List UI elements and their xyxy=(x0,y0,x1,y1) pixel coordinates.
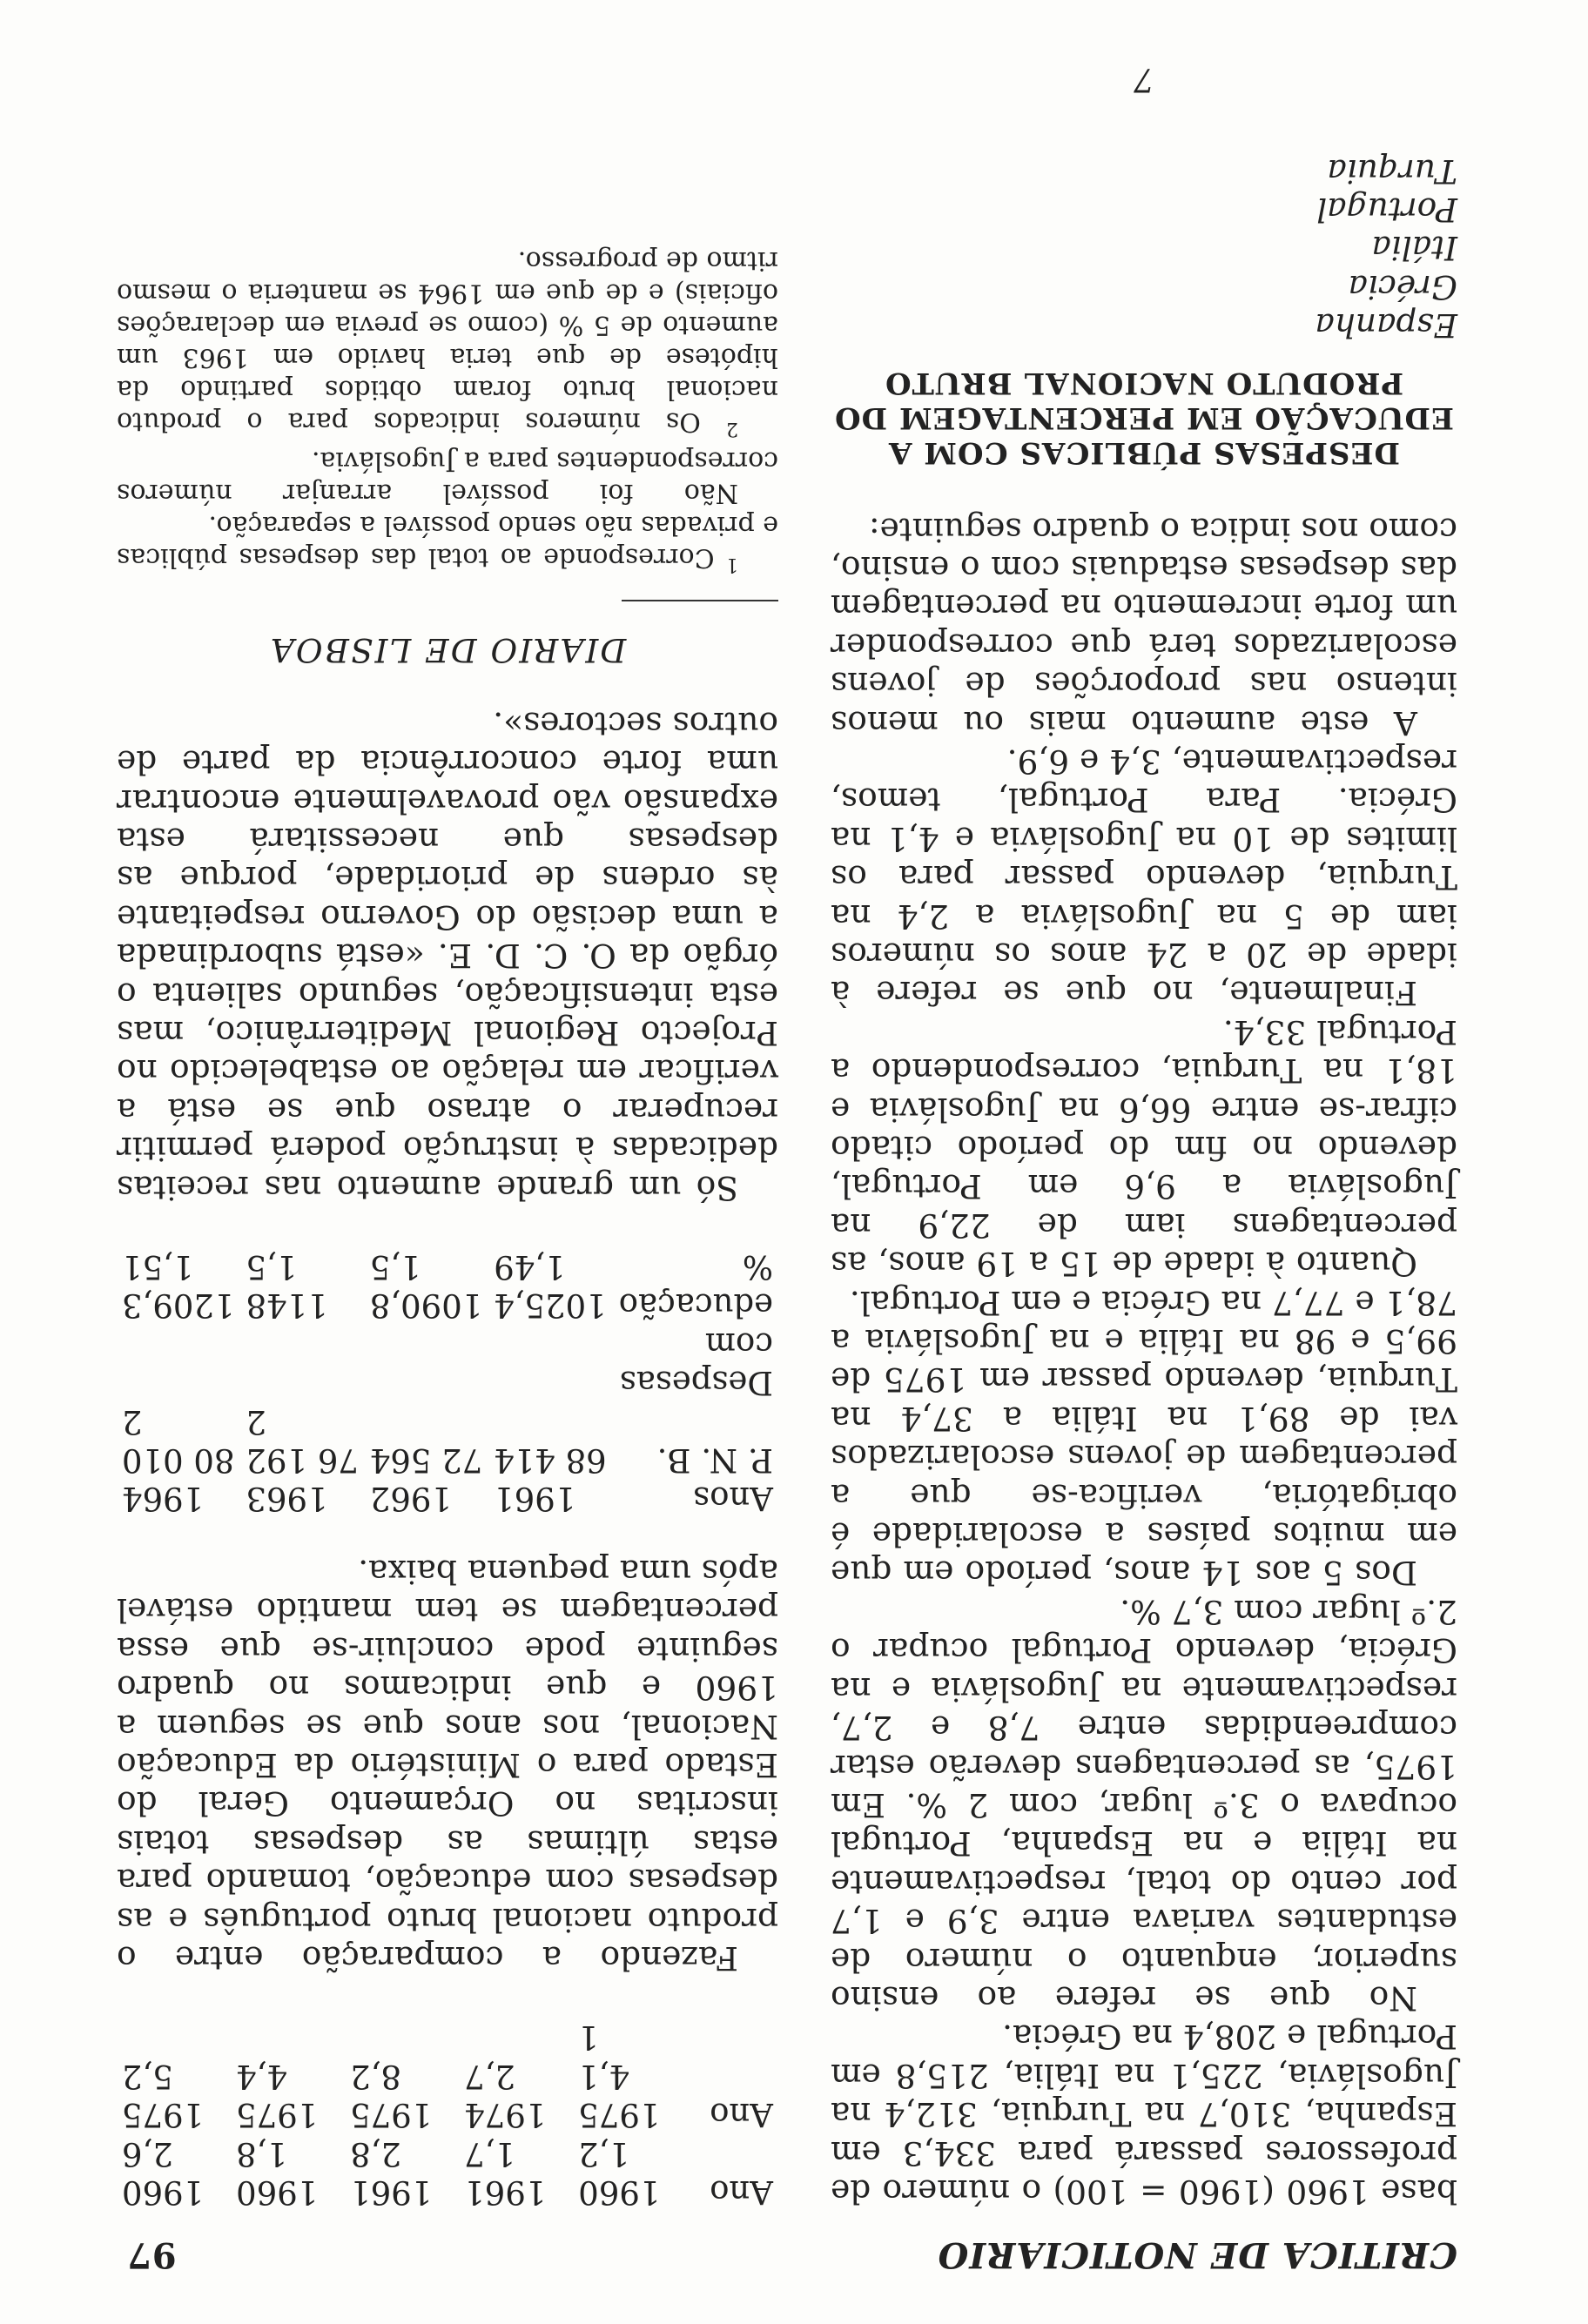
footnote-marker: 1 xyxy=(578,2018,599,2057)
footnote-marker: 1 xyxy=(726,553,738,575)
table-cell: 1961 xyxy=(494,1480,576,1518)
table-title: DESPESAS PÚBLICAS COM A EDUCAÇÃO EM PERCENTAGEM DO PRODUTO NACIONAL BRUTO xyxy=(834,366,1454,471)
table-cell: % xyxy=(742,1248,773,1286)
table-cell: 4,1 xyxy=(578,2057,630,2095)
table-cell: P. N. B. xyxy=(656,1441,773,1480)
footnote-marker: 2 xyxy=(122,1402,143,1441)
table-cell: 1960 xyxy=(578,2173,661,2211)
table-cell: 72 564 xyxy=(369,1441,483,1480)
table-cell: 68 414 xyxy=(494,1441,607,1480)
table-cell: 1,51 xyxy=(122,1248,194,1286)
table-cell: 2,6 xyxy=(122,2134,173,2173)
paragraph: Só um grande aumento nas receitas dedicadas à instrução poderá permitir recuperar o atraso que se está a verificar em relação ao estabelecido no Projecto Regional Mediterrânico, mas esta intensificação, segundo salienta o órgão da O. C. D. E. «está subordinada a uma decisão do Governo respeitante às ordens de prioridade, porque as despesas que necessitará esta expansão vão provavelmente encontrar uma forte concorrência da parte de outros sectores». xyxy=(117,704,778,1207)
table-cell: 80 010 xyxy=(122,1441,235,1480)
country-list xyxy=(831,151,1457,345)
table-row xyxy=(117,1363,778,1401)
table-row xyxy=(117,1479,778,1517)
table-cell: 1963 xyxy=(246,1480,328,1518)
table-row xyxy=(117,2095,778,2133)
right-column xyxy=(117,245,778,2211)
table-cell xyxy=(613,1401,778,1440)
footnote-text: Os números indicados para o produto nacional bruto foram obtidos partindo da hipótese de que teria havido em 1963 um aumento de 5 % (como se previa em declarações oficiais) e de que em 1964 se manteria o mesmo ritmo de progresso. xyxy=(117,245,778,437)
table-row xyxy=(117,1247,778,1286)
table-cell xyxy=(687,2018,778,2056)
table-cell: 1,2 xyxy=(578,2134,630,2173)
footnote: Não foi possível arranjar números correspondentes para a Jugoslávia. xyxy=(117,445,778,508)
table-cell: 1975 xyxy=(578,2096,661,2134)
table-cell xyxy=(117,1363,613,1401)
paragraph: Dos 5 aos 14 anos, período em que em muitos países a escolaridade é obrigatória, verifica-se que a percentagem de jovens escolarizados vai de 89,1 na Itália a 37,4 na Turquia, devendo passar em 1975 de 99,5 e 98 na Itália e na Jugoslávia a 78,1 e 77,7 na Grécia e em Portugal. xyxy=(831,1283,1457,1593)
table-cell: 1960 xyxy=(122,2173,205,2211)
table-cell: 1,5 xyxy=(246,1248,298,1286)
education-table xyxy=(117,2018,778,2211)
table-row xyxy=(117,1286,778,1324)
source-credit: DIARIO DE LISBOA xyxy=(268,631,627,670)
table-cell: com xyxy=(704,1325,773,1363)
table-cell: 1025,4 xyxy=(494,1286,607,1325)
footnote xyxy=(117,245,778,445)
footnote-marker xyxy=(488,1401,612,1440)
table-row xyxy=(117,1441,778,1479)
footnote-marker: 2 xyxy=(246,1402,266,1441)
table-row xyxy=(117,2056,778,2094)
table-cell: Ano xyxy=(710,2173,773,2211)
table-row xyxy=(117,1401,778,1440)
paragraph: Finalmente, no que se refere à idade de 20 a 24 anos os números iam de 5 na Jugoslávia a 2,4 na Turquia, devendo passar para os limites de 10 na Jugoslávia e 4,1 na Grécia. Para Portugal, temos, respectivamente, 3,4 e 6,9. xyxy=(831,742,1457,1013)
table-row xyxy=(117,1324,778,1362)
country-item: Grécia xyxy=(1348,267,1457,306)
table-cell: 1974 xyxy=(464,2096,547,2134)
table-cell: Anos xyxy=(693,1480,773,1518)
table-cell xyxy=(687,2056,778,2094)
table-cell: 1964 xyxy=(122,1480,205,1518)
table-cell xyxy=(687,2133,778,2172)
footnote-divider xyxy=(622,600,778,601)
country-item: Turquia xyxy=(1327,151,1457,191)
table-cell: 1148 xyxy=(246,1286,328,1325)
table-cell: 1975 xyxy=(350,2096,433,2134)
table-cell: 1962 xyxy=(369,1480,452,1518)
table-cell: 1,49 xyxy=(494,1248,566,1286)
page-number: 97 xyxy=(126,2234,177,2275)
table-cell: 1975 xyxy=(122,2096,205,2134)
country-item: Portugal xyxy=(1316,190,1457,229)
table-cell: 1090,8 xyxy=(369,1286,483,1325)
table-cell: 76 192 xyxy=(246,1441,359,1480)
table-row xyxy=(117,2018,778,2056)
footnote-marker xyxy=(365,1401,488,1440)
running-header: CRITICA DE NOTICIARIO xyxy=(937,2234,1457,2275)
table-cell: 1,7 xyxy=(464,2134,516,2173)
table-cell: educação xyxy=(618,1286,773,1325)
paragraph: base 1960 (1960 = 100) o número de professores passará para 334,3 em Espanha, 310,7 na Turquia, 312,4 na Jugoslávia, 225,1 na Itália, 215,8 em Portugal e 208,4 na Grécia. xyxy=(831,2018,1457,2211)
table-cell: 1961 xyxy=(350,2173,433,2211)
table-row xyxy=(117,2133,778,2172)
country-item: Itália xyxy=(1371,229,1457,268)
paragraph: No que se refere ao ensino superior, enquanto o número de estudantes variava entre 3,9 e 1,7 por cento do total, respectivamente na Itália e na Espanha, Portugal ocupava o 3.º lugar, com 2 %. Em 1975, as percentagens deverão estar compreendidas entre 7,8 e 2,7, respectivamente na Jugoslávia e na Grécia, devendo Portugal ocupar o 2.º lugar com 3,7 %. xyxy=(831,1592,1457,2018)
paragraph: A este aumento mais ou menos intenso nas proporções de jovens escolarizados terá que corresponder um forte incremento na percentagem das despesas estaduais com o ensino, como nos indica o quadro seguinte: xyxy=(831,510,1457,742)
pnb-table xyxy=(117,1247,778,1518)
footnote-text: Corresponde ao total das despesas públicas e privadas não sendo possível a separação. xyxy=(117,509,778,573)
table-row xyxy=(117,2173,778,2211)
table-cell: 1960 xyxy=(236,2173,319,2211)
footnote xyxy=(117,509,778,581)
table-cell: Despesas xyxy=(619,1364,773,1402)
table-cell xyxy=(117,1324,613,1362)
country-item: Espanha xyxy=(1315,306,1457,346)
table-cell: 1,5 xyxy=(369,1248,421,1286)
paragraph: Fazendo a comparação entre o produto nacional bruto português e as despesas com educação, tomando para estas últimas as despesas totais inscritas no Orçamento Geral do Estado para o Ministério da Educação Nacional, nos anos que se seguem a 1960 e que indicamos no quadro seguinte pode concluir-se que essa percentagem se tem mantido estável após uma pequena baixa. xyxy=(117,1552,778,1978)
table-cell: 5,2 xyxy=(122,2057,173,2095)
footnote-marker: 2 xyxy=(726,417,738,440)
page-mark: 7 xyxy=(1134,61,1154,100)
table-cell: 8,2 xyxy=(350,2057,401,2095)
table-cell: 1975 xyxy=(236,2096,319,2134)
table-cell xyxy=(117,2018,573,2056)
paragraph: Quanto à idade de 15 a 19 anos, as percentagens iam de 22,9 na Jugoslávia a 9,6 em Portugal, devendo no fim do período citado cifrar-se entre 66,6 na Jugoslávia e 18,1 na Turquia, correspondendo a Portugal 33,4. xyxy=(831,1012,1457,1284)
table-cell: Ano xyxy=(710,2096,773,2134)
table-cell: 4,4 xyxy=(236,2057,287,2095)
table-cell: 1209,3 xyxy=(122,1286,235,1325)
table-cell: 2,7 xyxy=(464,2057,516,2095)
left-column xyxy=(831,61,1457,2211)
table-cell: 2,8 xyxy=(350,2134,401,2173)
table-cell: 1,8 xyxy=(236,2134,287,2173)
table-cell: 1961 xyxy=(464,2173,547,2211)
